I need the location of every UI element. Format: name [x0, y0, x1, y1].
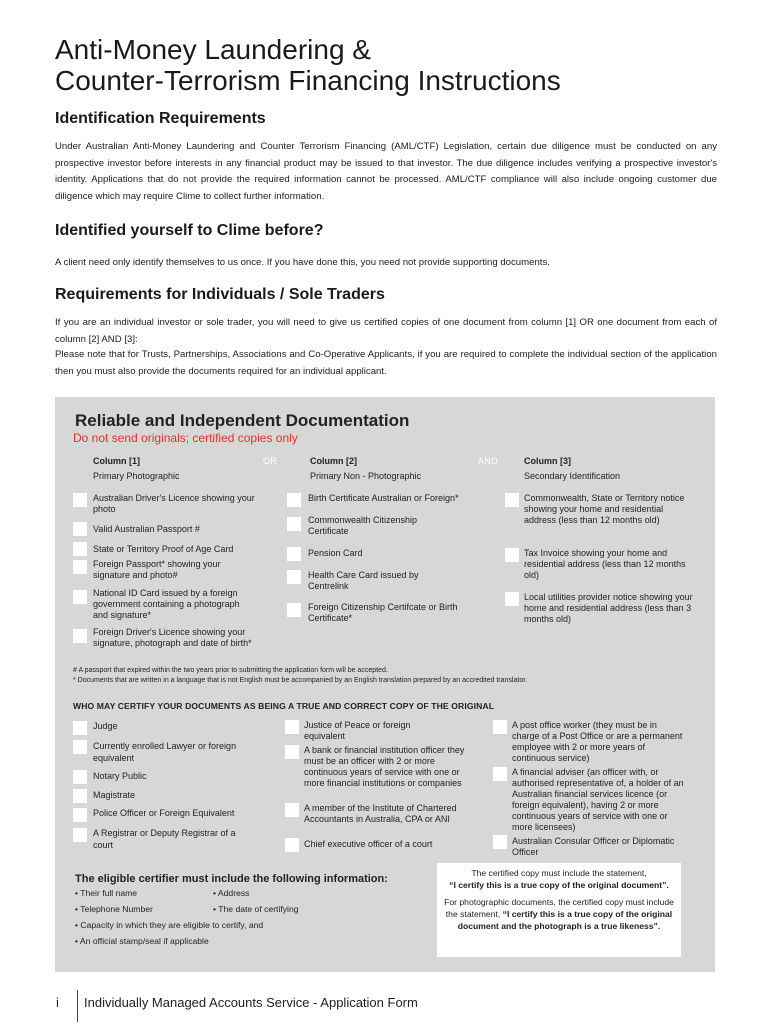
col2-checkbox-2[interactable] [287, 517, 301, 531]
eligible-item-address-text: Address [217, 888, 250, 898]
col3-item-3: Local utilities provider notice showing your home and residential address (less than 3 months old) [524, 592, 693, 624]
or-separator: OR [263, 456, 278, 466]
eligible-item-stamp-text: An official stamp/seal if applicable [79, 936, 209, 946]
eligible-item-stamp: • An official stamp/seal if applicable [75, 936, 209, 946]
certifier-notary: Notary Public [93, 771, 147, 781]
certifier-col2-checkbox-3[interactable] [285, 803, 299, 817]
col2-item-2: Commonwealth Citizenship Certificate [308, 515, 418, 536]
eligible-item-full-name: • Their full name [75, 888, 138, 898]
column-1-title: Column [1] [93, 456, 140, 466]
cert-statement-2-intro: For photographic documents, the certified copy must include the statement, [444, 897, 674, 919]
certifier-accountant: A member of the Institute of Chartered Accountants in Australia, CPA or ANI [304, 803, 457, 824]
col2-checkbox-1[interactable] [287, 493, 301, 507]
requirements-heading: Requirements for Individuals / Sole Traders [55, 286, 385, 303]
identified-before-heading: Identified yourself to Clime before? [55, 222, 324, 239]
col2-checkbox-3[interactable] [287, 547, 301, 561]
col2-item-1: Birth Certificate Australian or Foreign* [308, 493, 459, 503]
identification-heading: Identification Requirements [55, 110, 266, 127]
page-title-line-1: Anti-Money Laundering & [55, 34, 371, 65]
col1-checkbox-3[interactable] [73, 542, 87, 556]
column-3-header [524, 455, 620, 483]
who-may-certify-title: WHO MAY CERTIFY YOUR DOCUMENTS AS BEING A TRUE AND CORRECT COPY OF THE ORIGINAL [73, 701, 495, 711]
identified-before-text: A client need only identify themselves to us once. If you have done this, you need not provide supporting documents. [55, 257, 550, 268]
column-3-title: Column [3] [524, 456, 571, 466]
cert-statement-1 [437, 867, 681, 891]
col1-checkbox-2[interactable] [73, 522, 87, 536]
col2-item-3: Pension Card [308, 548, 363, 558]
panel-title: Reliable and Independent Documentation [75, 411, 410, 430]
certifier-financial-adviser: A financial adviser (an officer with, or authorised representative of, a holder of an Australian financial services licence (or foreign equivalent), having 2 or more continuous years of service with one or more licensees) [512, 767, 684, 832]
certifier-col3-checkbox-1[interactable] [493, 720, 507, 734]
col3-checkbox-3[interactable] [505, 592, 519, 606]
eligible-item-capacity: • Capacity in which they are eligible to certify, and [75, 920, 264, 930]
page-title-line-2: Counter-Terrorism Financing Instructions [55, 65, 561, 96]
certifier-col1-checkbox-3[interactable] [73, 770, 87, 784]
certifier-lawyer: Currently enrolled Lawyer or foreign equivalent [93, 741, 237, 763]
column-1-header [93, 455, 180, 483]
eligible-item-date: • The date of certifying [213, 904, 299, 914]
col3-checkbox-2[interactable] [505, 548, 519, 562]
col1-item-6: Foreign Driver's Licence showing your signature, photograph and date of birth* [93, 627, 252, 648]
certifier-registrar: A Registrar or Deputy Registrar of a court [93, 828, 236, 850]
eligible-item-full-name-text: Their full name [80, 888, 138, 898]
documentation-panel [55, 397, 715, 972]
column-3-subtitle: Secondary Identification [524, 471, 621, 481]
certifier-consular: Australian Consular Officer or Diplomatic Officer [512, 836, 675, 857]
eligible-certifier-title: The eligible certifier must include the following information: [75, 873, 388, 885]
certifier-col3-checkbox-2[interactable] [493, 767, 507, 781]
col3-item-1: Commonwealth, State or Territory notice showing your home and residential address (less than 12 months old) [524, 493, 685, 525]
panel-subtitle: Do not send originals; certified copies only [73, 431, 298, 445]
col3-item-2: Tax Invoice showing your home and residential address (less than 12 months old) [524, 548, 686, 580]
col1-item-3: State or Territory Proof of Age Card [93, 544, 234, 554]
footer-form-title: Individually Managed Accounts Service - Application Form [84, 995, 418, 1010]
col2-item-4: Health Care Card issued by Centrelink [308, 570, 419, 591]
column-2-header [310, 455, 421, 483]
requirements-text-1: If you are an individual investor or sole trader, you will need to give us certified copies of one document from column [1] OR one document from each of column [2] AND [3]: [55, 317, 717, 345]
col1-item-4: Foreign Passport* showing your signature and photo# [93, 559, 221, 580]
col1-checkbox-1[interactable] [73, 493, 87, 507]
column-2-title: Column [2] [310, 456, 357, 466]
certifier-col1-checkbox-5[interactable] [73, 808, 87, 822]
certifier-col1-checkbox-2[interactable] [73, 740, 87, 754]
eligible-item-telephone-text: Telephone Number [80, 904, 153, 914]
certifier-judge: Judge [93, 721, 118, 731]
eligible-item-telephone: • Telephone Number [75, 904, 153, 914]
and-separator: AND [478, 456, 498, 466]
col3-checkbox-1[interactable] [505, 493, 519, 507]
col1-item-1: Australian Driver's Licence showing your photo [93, 493, 255, 514]
col1-checkbox-5[interactable] [73, 590, 87, 604]
col1-checkbox-4[interactable] [73, 560, 87, 574]
eligible-item-capacity-text: Capacity in which they are eligible to certify, and [80, 920, 264, 930]
certifier-jp: Justice of Peace or foreign equivalent [304, 720, 411, 741]
certifier-col2-checkbox-2[interactable] [285, 745, 299, 759]
eligible-item-date-text: The date of certifying [218, 904, 299, 914]
certifier-col2-checkbox-4[interactable] [285, 838, 299, 852]
requirements-text-2: Please note that for Trusts, Partnerships, Associations and Co-Operative Applicants, if you are required to complete the individual section of the application then you must also provide the documents required for an individual applicant. [55, 349, 717, 377]
certifier-col1-checkbox-6[interactable] [73, 828, 87, 842]
column-2-subtitle: Primary Non - Photographic [310, 471, 422, 481]
col1-item-5: National ID Card issued by a foreign government containing a photograph and signature* [93, 588, 240, 620]
certifier-col3-checkbox-3[interactable] [493, 835, 507, 849]
certifier-magistrate: Magistrate [93, 790, 136, 800]
footer-page-number: i [56, 995, 59, 1010]
page-title [55, 34, 735, 96]
cert-statement-1-intro: The certified copy must include the statement, [471, 868, 647, 878]
column-1-subtitle: Primary Photographic [93, 471, 180, 481]
certifier-post-office: A post office worker (they must be in charge of a Post Office or are a permanent employee with 2 or more years of continuous service) [512, 720, 683, 763]
col1-checkbox-6[interactable] [73, 629, 87, 643]
certifier-col2-checkbox-1[interactable] [285, 720, 299, 734]
footnote-translation: * Documents that are written in a language that is not English must be accompanied by an English translation prepared by an accredited translator. [73, 677, 528, 684]
col1-item-2: Valid Australian Passport # [93, 524, 200, 534]
cert-statement-2-quote: “I certify this is a true copy of the original document and the photograph is a true likeness”. [457, 909, 673, 931]
certified-copy-statement-box [437, 863, 681, 957]
certifier-ceo-court: Chief executive officer of a court [304, 839, 433, 849]
col2-checkbox-5[interactable] [287, 603, 301, 617]
cert-statement-2 [437, 896, 681, 932]
col2-item-5: Foreign Citizenship Certifcate or Birth Certificate* [308, 602, 458, 623]
eligible-item-address: • Address [213, 888, 250, 898]
certifier-col1-checkbox-1[interactable] [73, 721, 87, 735]
certifier-col1-checkbox-4[interactable] [73, 789, 87, 803]
identification-text: Under Australian Anti-Money Laundering and Counter Terrorism Financing (AML/CTF) Legislation, certain due diligence must be conducted on any prospective investor before interests in any financial product may be issued to that investor. The due diligence includes verifying a prospective investor's identity. Applications that do not provide the required information cannot be processed. AML/CTF compliance will also include ongoing customer due diligence which may require Clime to collect further information. [55, 141, 717, 202]
col2-checkbox-4[interactable] [287, 570, 301, 584]
certifier-police: Police Officer or Foreign Equivalent [93, 808, 235, 818]
cert-statement-1-quote: “I certify this is a true copy of the original document”. [449, 880, 669, 890]
certifier-bank-officer: A bank or financial institution officer they must be an officer with 2 or more continuous years of service with one or more financial institutions or companies [304, 745, 465, 788]
footer-divider [77, 990, 78, 1022]
footnote-passport: # A passport that expired within the two years prior to submitting the application form will be accepted. [73, 667, 388, 674]
